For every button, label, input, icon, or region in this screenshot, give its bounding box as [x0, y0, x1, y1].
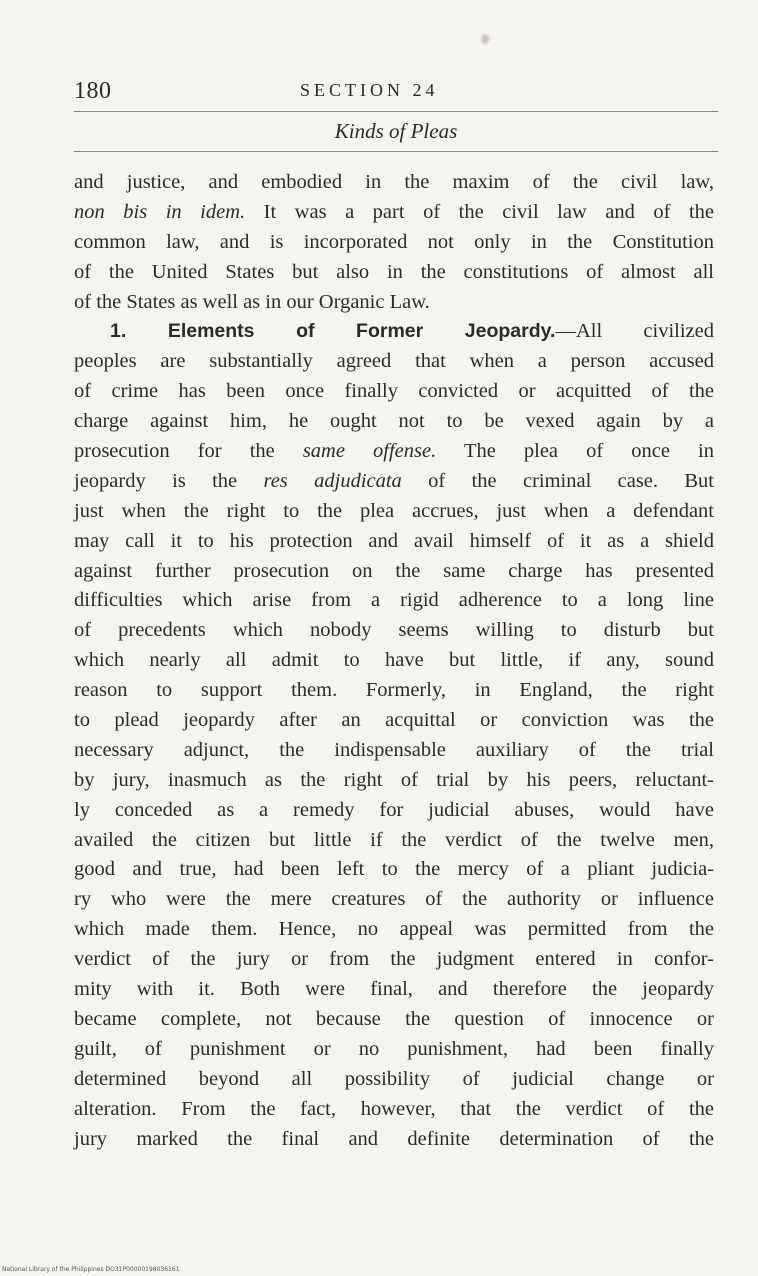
text-line: guilt, of punishment or no punishment, had been finally	[74, 1037, 714, 1060]
header-rule-bottom	[74, 151, 718, 152]
text-line: prosecution for the same offense. The plea of once in	[74, 440, 714, 463]
text-line: jury marked the final and definite determination of the	[74, 1127, 714, 1150]
text-line: and justice, and embodied in the maxim of the civil law,	[74, 171, 714, 193]
header-rule-top	[74, 111, 718, 112]
text-line: became complete, not because the question of innocence or	[74, 1007, 714, 1030]
paper-speck	[481, 34, 489, 44]
latin-phrase: res adjudicata	[263, 469, 402, 492]
page-number: 180	[74, 78, 112, 104]
running-subtitle: Kinds of Pleas	[334, 119, 458, 143]
text-line: difficulties which arise from a rigid adherence to a long line	[74, 589, 714, 612]
text-line: reason to support them. Formerly, in England, the right	[74, 679, 714, 702]
text-line: peoples are substantially agreed that when a person accused	[74, 350, 714, 373]
text-line: by jury, inasmuch as the right of trial by his peers, reluctant-	[74, 768, 714, 791]
text-line: non bis in idem. It was a part of the civil law and of the	[74, 200, 715, 223]
text-line: determined beyond all possibility of judicial change or	[74, 1067, 714, 1090]
section-title: SECTION 24	[300, 80, 439, 100]
text-line: availed the citizen but little if the verdict of the twelve men,	[74, 828, 714, 851]
text-line: of crime has been once finally convicted or acquitted of the	[74, 380, 714, 403]
text-line: mity with it. Both were final, and therefore the jeopardy	[74, 978, 714, 1001]
text-line: necessary adjunct, the indispensable auxiliary of the trial	[74, 738, 714, 761]
text-line: good and true, had been left to the mercy of a pliant judicia-	[74, 858, 714, 881]
text-line: of the States as well as in our Organic Law.	[74, 290, 430, 313]
text-line: which made them. Hence, no appeal was permitted from the	[74, 918, 714, 941]
text-line: against further prosecution on the same charge has presented	[74, 559, 714, 582]
section-heading: 1. Elements of Former Jeopardy.	[110, 320, 556, 343]
text-line: of the United States but also in the constitutions of almost all	[74, 260, 714, 283]
text-line: ly conceded as a remedy for judicial abuses, would have	[74, 798, 714, 821]
body-text	[74, 168, 714, 1154]
text-line: alteration. From the fact, however, that the verdict of the	[74, 1097, 714, 1120]
text-line: may call it to his protection and avail himself of it as a shield	[74, 529, 714, 552]
section-heading-line: 1. Elements of Former Jeopardy.—All civilized	[110, 320, 714, 343]
library-footer-tag: National Library of the Philippines DO31P00000198036161	[2, 1266, 180, 1273]
text-line: just when the right to the plea accrues, just when a defendant	[74, 499, 714, 522]
text-line: which nearly all admit to have but little, if any, sound	[74, 649, 714, 672]
text-line: of precedents which nobody seems willing to disturb but	[74, 619, 714, 642]
italic-phrase: same offense.	[302, 440, 437, 463]
text-line: verdict of the jury or from the judgment entered in confor-	[74, 948, 714, 971]
text-line: to plead jeopardy after an acquittal or conviction was the	[74, 709, 714, 732]
latin-phrase: non bis in idem.	[74, 200, 246, 223]
text-line: common law, and is incorporated not only in the Constitution	[74, 230, 714, 253]
text-line: jeopardy is the res adjudicata of the criminal case. But	[74, 469, 714, 492]
text-line: charge against him, he ought not to be vexed again by a	[74, 410, 714, 433]
text-line: ry who were the mere creatures of the authority or influence	[74, 888, 714, 911]
